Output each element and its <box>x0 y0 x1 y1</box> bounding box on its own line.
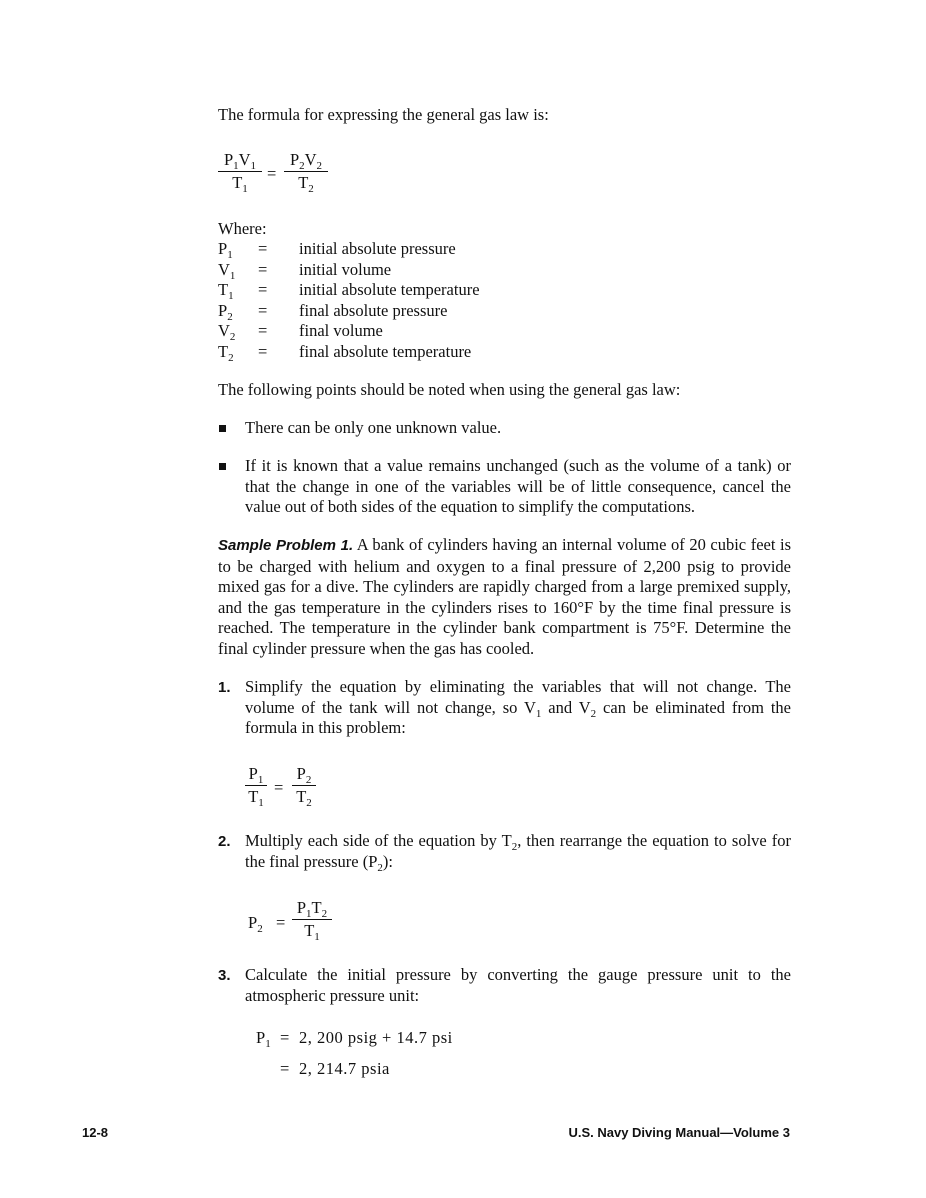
where-label: Where: <box>218 219 267 238</box>
sample-problem <box>218 535 791 659</box>
page-number: 12-8 <box>82 1125 109 1140</box>
variable-row: $P_2$ = final absolute pressure <box>218 300 448 323</box>
variable-row: $V_2$ = final volume <box>218 321 383 343</box>
step-1-text: Simplify the equation by eliminating the variables that will not change. The volume of the tank will not change, so $V_1$ and $V_2$ can be eliminated from the formula in this problem: <box>245 677 791 737</box>
step-number: 3. <box>218 967 231 984</box>
variable-row: $P_1$ = initial absolute pressure <box>218 239 456 261</box>
intro-text: The formula for expressing the general gas law is: <box>218 105 549 124</box>
formula-equals: = <box>267 164 277 183</box>
step-number: 1. <box>218 679 231 696</box>
eq1-lhs-fraction: $P_1$ $T_1$ <box>245 764 267 807</box>
variable-definitions <box>218 239 480 362</box>
variable-row: $T_1$ = initial absolute temperature <box>218 280 480 302</box>
variable-row: $V_1$ = initial volume <box>218 259 392 282</box>
bullet-item: If it is known that a value remains unchanged (such as the volume of a tank) or that the change in one of the variables will be of little consequence, cancel the value out of both sides of the equation to simplify the computations. <box>245 456 791 516</box>
step-number: 2. <box>218 833 231 850</box>
step-3-text: Calculate the initial pressure by converting the gauge pressure unit to the atmospheric pressure unit: <box>245 965 791 1005</box>
sample-problem-text: A bank of cylinders having an internal volume of 20 cubic feet is to be charged with helium and oxygen to a final pressure of 2,200 psig to provide mixed gas for a dive. The cylinders are rapidly charged from a large premixed supply, and the gas temperature in the cylinders rises to 160°F by the time final pressure is reached. The temperature in the cylinder bank compartment is 75°F. Determine the final cylinder pressure when the gas has cooled. <box>218 535 791 658</box>
formula-lhs-fraction: $P_1V_1$ $T_1$ <box>218 150 262 193</box>
bullet-square-icon <box>219 463 226 470</box>
bullet-square-icon <box>219 425 226 432</box>
formula-rhs-fraction: $P_2V_2$ $T_2$ <box>284 150 328 193</box>
eq3-line2: = 2, 214.7 psia <box>280 1059 390 1078</box>
sample-problem-label: Sample Problem 1. <box>218 537 354 554</box>
eq3-line1: = 2, 200 psig + 14.7 psi <box>280 1028 453 1047</box>
eq3-lhs: $P_1$ <box>256 1028 271 1050</box>
footer-title: U.S. Navy Diving Manual—Volume 3 <box>568 1125 790 1140</box>
eq2-fraction: $P_1T_2$ $T_1$ <box>292 898 332 941</box>
points-intro: The following points should be noted when using the general gas law: <box>218 380 681 399</box>
eq2-lhs: $P_2$ <box>248 913 263 935</box>
bullet-item: There can be only one unknown value. <box>245 418 502 437</box>
eq1-equals: = <box>274 778 284 797</box>
step-2-text: Multiply each side of the equation by $T_2$, then rearrange the equation to solve for the final pressure $(P_2)$: <box>245 831 791 874</box>
variable-row: $T_2$ = final absolute temperature <box>218 341 472 364</box>
eq1-rhs-fraction: $P_2$ $T_2$ <box>292 764 316 807</box>
eq2-equals: = <box>276 913 286 932</box>
